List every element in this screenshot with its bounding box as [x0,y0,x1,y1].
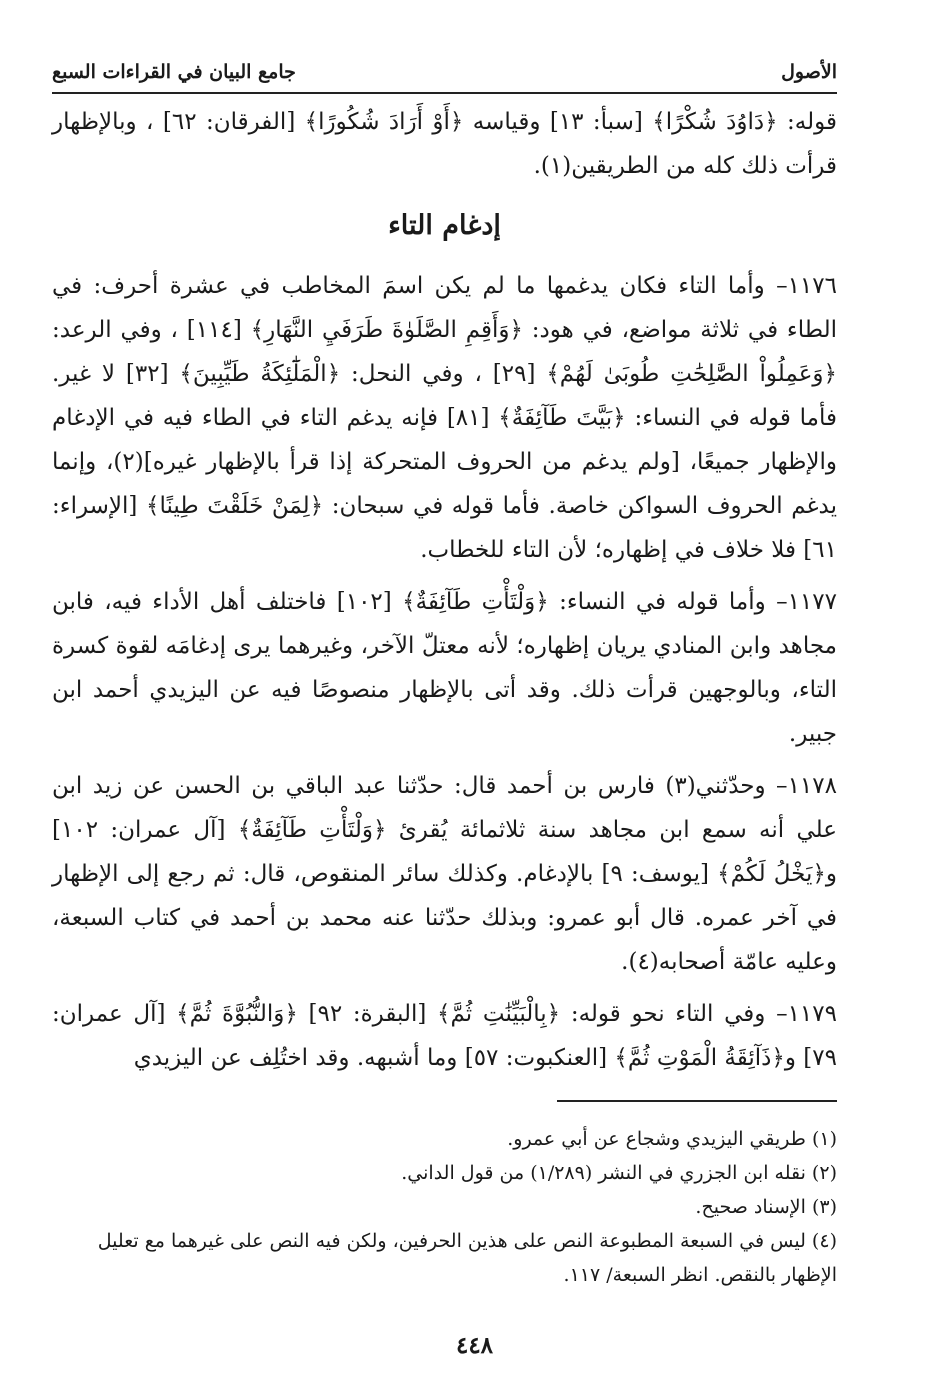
footnote-3: (٣) الإسناد صحيح. [695,1196,837,1218]
running-header [52,52,837,94]
footnotes [52,1122,837,1292]
paragraph-1179: ١١٧٩– وفي التاء نحو قوله: ﴿بِالْبَيِّنَٰتِ ثُمَّ﴾ [البقرة: ٩٢] ﴿وَالنُّبُوَّةَ ثُمَّ﴾ [آل عمران: ٧٩] و﴿ذَآئِقَةُ الْمَوْتِ ثُمَّ﴾ [العنكبوت: ٥٧] وما أشبهه. وقد اختُلِف عن اليزيدي [52,1001,837,1071]
paragraph-1178: ١١٧٨– وحدّثني(٣) فارس بن أحمد قال: حدّثنا عبد الباقي بن الحسن عن زيد ابن علي أنه سمع ابن مجاهد سنة ثلاثمائة يُقرئ ﴿وَلْتَأْتِ طَآئِفَةٌ﴾ [آل عمران: ١٠٢] و﴿يَخْلُ لَكُمْ﴾ [يوسف: ٩] بالإدغام. وكذلك سائر المنقوص، قال: ثم رجع إلى الإظهار في آخر عمره. قال أبو عمرو: وبذلك حدّثنا عنه محمد بن أحمد في كتاب السبعة، وعليه عامّة أصحابه(٤). [52,773,838,975]
main-text [52,100,837,1088]
section-heading: إدغام التاء [388,210,501,241]
header-book-title: جامع البيان في القراءات السبع [52,61,296,83]
footnote-separator [557,1100,837,1102]
paragraph-1176: ١١٧٦– وأما التاء فكان يدغمها ما لم يكن اسمَ المخاطب في عشرة أحرف: في الطاء في ثلاثة مواضع، في هود: ﴿وَأَقِمِ الصَّلَوٰةَ طَرَفَيِ النَّهَارِ﴾ [١١٤] ، وفي الرعد: ﴿وَعَمِلُواْ الصَّٰلِحَٰتِ طُوبَىٰ لَهُمْ﴾ [٢٩] ، وفي النحل: ﴿الْمَلَٰٓئِكَةُ طَيِّبِينَ﴾ [٣٢] لا غير. فأما قوله في النساء: ﴿بَيَّتَ طَآئِفَةٌ﴾ [٨١] فإنه يدغم التاء في الطاء فيه في الإدغام والإظهار جميعًا، [ولم يدغم من الحروف المتحركة إذا قرأ بالإظهار غيره](٢)، وإنما يدغم الحروف السواكن خاصة. فأما قوله في سبحان: ﴿لِمَنْ خَلَقْتَ طِينًا﴾ [الإسراء: ٦١] فلا خلاف في إظهاره؛ لأن التاء للخطاب. [52,273,838,563]
footnote-2: (٢) نقله ابن الجزري في النشر (١/٢٨٩) من قول الداني. [401,1162,837,1184]
paragraph-1177: ١١٧٧– وأما قوله في النساء: ﴿وَلْتَأْتِ طَآئِفَةٌ﴾ [١٠٢] فاختلف أهل الأداء فيه، فابن مجاهد وابن المنادي يريان إظهاره؛ لأنه معتلّ الآخر، وغيرهما يرى إدغامَه لقوة كسرة التاء، وبالوجهين قرأت ذلك. وقد أتى بالإظهار منصوصًا فيه عن اليزيدي أحمد ابن جبير. [52,589,837,747]
page-number: ٤٤٨ [455,1332,494,1359]
footnote-1: (١) طريقي اليزيدي وشجاع عن أبي عمرو. [507,1128,837,1150]
header-chapter-title: الأصول [781,61,837,83]
footnote-4: (٤) ليس في السبعة المطبوعة النص على هذين الحرفين، ولكن فيه النص على غيرهما مع تعليل الإظهار بالنقص. انظر السبعة/ ١١٧. [97,1230,837,1286]
paragraph-top: قوله: ﴿دَاوُدَ شُكْرًا﴾ [سبأ: ١٣] وقياسه ﴿أَوْ أَرَادَ شُكُورًا﴾ [الفرقان: ٦٢] ، وبالإظهار قرأت ذلك كله من الطريقين(١). [52,109,837,179]
